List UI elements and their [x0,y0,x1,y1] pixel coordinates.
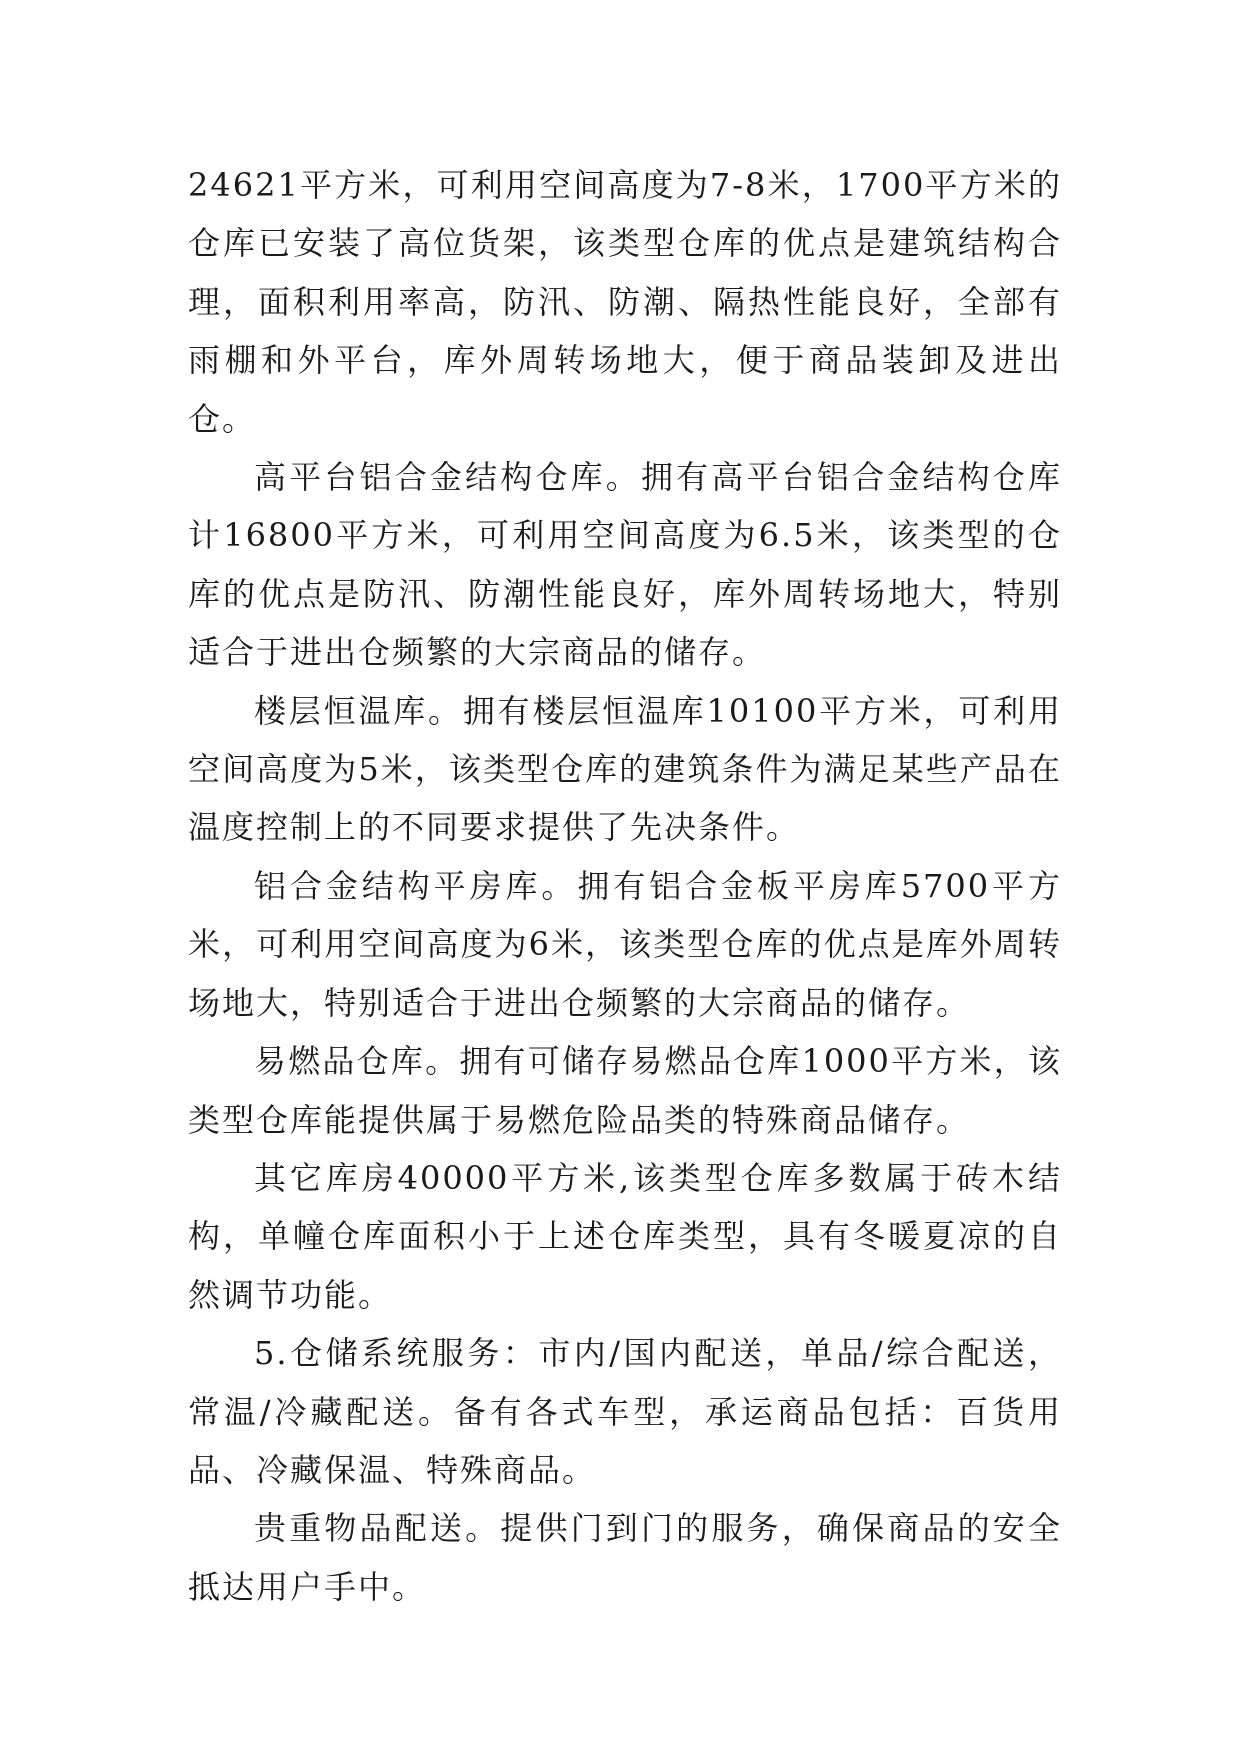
paragraph-continued-warehouse-area: 24621平方米，可利用空间高度为7-8米，1700平方米的仓库已安装了高位货架，该类型仓库的优点是建筑结构合理，面积利用率高，防汛、防潮、隔热性能良好，全部有雨棚和外平台，库外周转场地大，便于商品装卸及进出仓。 [188,166,1062,438]
paragraph-valuables-delivery: 贵重物品配送。提供门到门的服务，确保商品的安全抵达用户手中。 [188,1509,1062,1606]
paragraph-constant-temperature-warehouse: 楼层恒温库。拥有楼层恒温库10100平方米，可利用空间高度为5米，该类型仓库的建筑条件为满足某些产品在温度控制上的不同要求提供了先决条件。 [188,691,1062,847]
document-page [188,156,1062,1616]
paragraph-other-warehouses: 其它库房40000平方米,该类型仓库多数属于砖木结构，单幢仓库面积小于上述仓库类型，具有冬暖夏凉的自然调节功能。 [188,1158,1062,1314]
paragraph-flammables-warehouse: 易燃品仓库。拥有可储存易燃品仓库1000平方米，该类型仓库能提供属于易燃危险品类的特殊商品储存。 [188,1042,1062,1139]
paragraph-aluminum-single-story-warehouse: 铝合金结构平房库。拥有铝合金板平房库5700平方米，可利用空间高度为6米，该类型仓库的优点是库外周转场地大，特别适合于进出仓频繁的大宗商品的储存。 [188,866,1062,1022]
paragraph-aluminum-high-platform-warehouse: 高平台铝合金结构仓库。拥有高平台铝合金结构仓库计16800平方米，可利用空间高度为6.5米，该类型的仓库的优点是防汛、防潮性能良好，库外周转场地大，特别适合于进出仓频繁的大宗商品的储存。 [188,458,1062,672]
paragraph-storage-system-services: 5.仓储系统服务：市内/国内配送，单品/综合配送，常温/冷藏配送。备有各式车型，承运商品包括：百货用品、冷藏保温、特殊商品。 [188,1334,1062,1489]
